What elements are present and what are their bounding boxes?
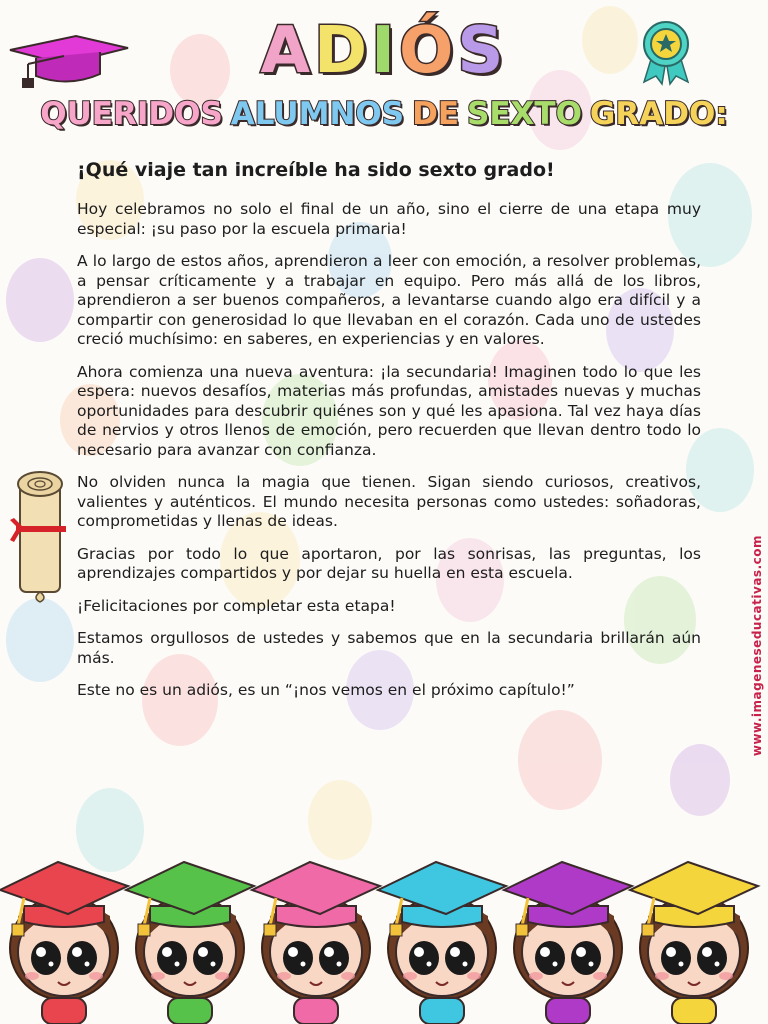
subtitle-word: DE [412, 96, 460, 132]
graduate-kid [252, 862, 380, 1024]
letter-paragraph: Hoy celebramos no solo el final de un año, sino el cierre de una etapa muy especial: ¡su paso por la escuela primaria! [77, 200, 701, 238]
graduate-kid [0, 862, 128, 1024]
letter-paragraph: No olviden nunca la magia que tienen. Sigan siendo curiosos, creativos, valientes y auténticos. El mundo necesita personas como ustedes: soñadoras, comprometidas y llenas de ideas. [77, 473, 701, 530]
letter-intro: ¡Qué viaje tan increíble ha sido sexto grado! [77, 159, 555, 181]
letter-body [77, 158, 701, 714]
graduation-cap-icon [6, 34, 132, 90]
graduate-kids-illustration [0, 848, 768, 1024]
title-letter: A [260, 14, 315, 88]
page-subtitle [0, 96, 768, 132]
star-rosette-icon [638, 20, 694, 86]
letter-paragraph: Gracias por todo lo que aportaron, por las sonrisas, las preguntas, los aprendizajes compartidos y por dejar su huella en esta escuela. [77, 544, 701, 582]
title-letter: D [314, 14, 372, 88]
letter-paragraph: Ahora comienza una nueva aventura: ¡la secundaria! Imaginen todo lo que les espera: nuevos desafíos, materias más profundas, amistades nuevas y muchas oportunidades para descubrir quiénes son y qué les apasiona. Tal vez haya días de nervios y otros llenos de emoción, pero recuerden que llevan dentro todo lo necesario para avanzar con confianza. [77, 362, 701, 459]
subtitle-word: QUERIDOS [40, 96, 223, 132]
letter-paragraph: A lo largo de estos años, aprendieron a leer con emoción, a resolver problemas, a pensar críticamente y a trabajar en equipo. Pero más allá de los libros, aprendieron a ser buenos compañeros, a levantarse cuando algo era difícil y a compartir con generosidad lo que llevaban en el corazón. Cada uno de ustedes creció muchísimo: en saberes, en experiencias y en valores. [77, 252, 701, 348]
letter-paragraph: ¡Felicitaciones por completar esta etapa! [77, 596, 396, 615]
graduate-kid [630, 862, 758, 1024]
subtitle-word: ALUMNOS [230, 96, 405, 132]
watermark-url: www.imageneseducativas.com [750, 535, 764, 757]
subtitle-word: SEXTO [467, 96, 582, 132]
graduate-kid [126, 862, 254, 1024]
diploma-scroll-icon [10, 468, 72, 606]
graduate-kid [504, 862, 632, 1024]
title-letter: I [371, 14, 399, 88]
graduate-kid [378, 862, 506, 1024]
letter-paragraph: Estamos orgullosos de ustedes y sabemos que en la secundaria brillarán aún más. [77, 629, 701, 667]
title-letter: Ó [398, 14, 458, 88]
subtitle-word: GRADO: [589, 96, 728, 132]
title-letter: S [457, 14, 508, 88]
letter-paragraph: Este no es un adiós, es un “¡nos vemos en el próximo capítulo!” [77, 681, 575, 699]
